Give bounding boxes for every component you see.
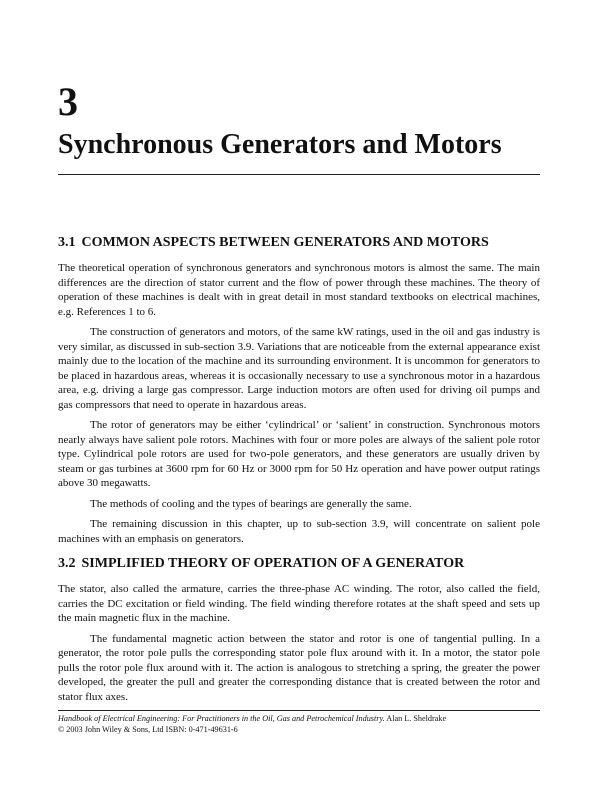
footer-copyright-line (58, 724, 540, 735)
section-number: 3.2 (58, 556, 76, 571)
section-body-3-1 (58, 261, 540, 552)
copyright: © 2003 John Wiley & Sons, Ltd (58, 725, 164, 734)
chapter-title: Synchronous Generators and Motors (58, 129, 502, 160)
paragraph: The remaining discussion in this chapter, up to sub-section 3.9, will concentrate on salient pole machines with an emphasis on generators. (58, 518, 540, 545)
footer-rule (58, 710, 540, 711)
author: Alan L. Sheldrake (386, 714, 447, 723)
section-title: COMMON ASPECTS BETWEEN GENERATORS AND MOTORS (81, 235, 489, 250)
section-heading-3-1 (58, 234, 489, 251)
footer-citation-line (58, 713, 540, 724)
paragraph: The methods of cooling and the types of bearings are generally the same. (90, 497, 412, 510)
paragraph: The rotor of generators may be either ‘cylindrical’ or ‘salient’ in construction. Synchronous motors nearly always have salient pole rotors. Machines with four or more poles are always of the salient pole rotor type. Cylindrical pole rotors are used for two-pole generators, and these generators are usually driven by steam or gas turbines at 3600 rpm for 60 Hz or 3000 rpm for 50 Hz operation and have power output ratings above 30 megawatts. (58, 419, 540, 489)
section-number: 3.1 (58, 235, 76, 250)
chapter-number: 3 (58, 79, 78, 124)
paragraph: The theoretical operation of synchronous generators and synchronous motors is almost the same. The main differences are the direction of stator current and the flow of power through these machines. The theory of operation of these machines is dealt with in great detail in most standard textbooks on electrical machines, e.g. References 1 to 6. (58, 262, 540, 318)
paragraph: The fundamental magnetic action between the stator and rotor is one of tangential pulling. In a generator, the rotor pole pulls the corresponding stator pole flux around with it. In a motor, the stator pole pulls the rotor pole flux around with it. The action is analogous to stretching a spring, the greater the power developed, the greater the pull and greater the corresponding distance that is created between the rotor and stator flux axes. (58, 632, 540, 703)
chapter-title-rule (58, 174, 540, 175)
isbn: ISBN: 0-471-49631-6 (165, 725, 238, 734)
book-title: Handbook of Electrical Engineering: For Practitioners in the Oil, Gas and Petrochemical Industry. (58, 714, 385, 723)
footer (58, 713, 540, 735)
section-body-3-2 (58, 582, 540, 710)
paragraph: The construction of generators and motors, of the same kW ratings, used in the oil and gas industry is very similar, as discussed in sub-section 3.9. Variations that are noticeable from the external appearance exist mainly due to the location of the machine and its surrounding environment. It is uncommon for generators to be placed in hazardous areas, whereas it is occasionally necessary to use a synchronous motor in a hazardous area, e.g. driving a large gas compressor. Large induction motors are often used for driving oil pumps and gas compressors that need to operate in hazardous areas. (58, 326, 540, 411)
paragraph: The stator, also called the armature, carries the three-phase AC winding. The rotor, also called the field, carries the DC excitation or field winding. The field winding therefore rotates at the shaft speed and sets up the main magnetic flux in the machine. (58, 583, 540, 624)
section-heading-3-2 (58, 555, 464, 572)
section-title: SIMPLIFIED THEORY OF OPERATION OF A GENERATOR (81, 556, 465, 571)
